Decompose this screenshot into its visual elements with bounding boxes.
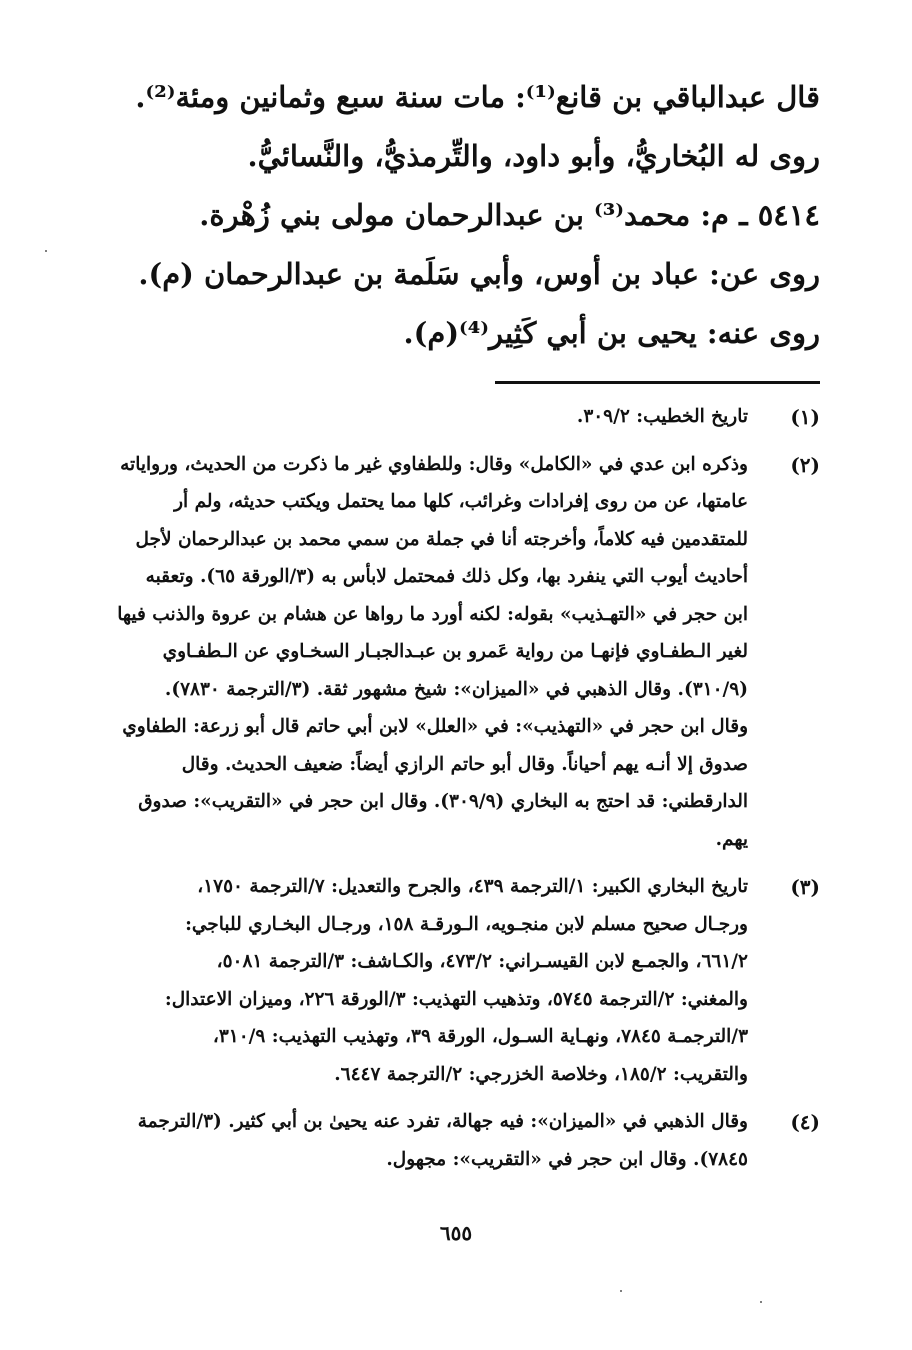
footnote-line: ٣/الترجمـة ٧٨٤٥، ونهـاية السـول، الورقة ٣٩، وتهذيب التهذيب: ٣١٠/٩، [212,1026,748,1047]
footnote-line: يهم. [715,828,748,850]
footnote-number: (١) [790,405,820,429]
footnote-line: ٧٨٤٥). وقال ابن حجر في «التقريب»: مجهول. [386,1148,748,1170]
footnote-line: والمغني: ٢/الترجمة ٥٧٤٥، وتذهيب التهذيب: ٣/الورقة ٢٢٦، وميزان الاعتدال: [164,988,748,1010]
footnote-divider [495,381,820,384]
footnote-line: تاريخ البخاري الكبير: ١/الترجمة ٤٣٩، والجرح والتعديل: ٧/الترجمة ١٧٥٠، [197,876,748,897]
footnote-line: عامتها، عن من روى إفرادات وغرائب، كلها مما يحتمل ويكتب حديثه، ولم أر [174,491,748,512]
footnote-4 [96,1103,820,1178]
main-line: روى له البُخاريُّ، وأبو داود، والتِّرمذيُّ، والنَّسائيُّ. [247,139,820,173]
footnote-line: وقال ابن حجر في «التهذيب»: في «العلل» لابن أبي حاتم قال أبو زرعة: الطفاوي [122,716,748,737]
footnote-line: ٦٦١/٢، والجمـع لابن القيسـراني: ٤٧٣/٢، والكـاشف: ٣/الترجمة ٥٠٨١، [216,951,748,972]
footnote-line: الدارقطني: قد احتج به البخاري (٣٠٩/٩). وقال ابن حجر في «التقريب»: صدوق [138,791,748,812]
footnote-line: صدوق إلا أنـه يهم أحياناً. وقال أبو حاتم الرازي أيضاً: ضعيف الحديث. وقال [181,753,748,775]
footnote-line: وذكره ابن عدي في «الكامل» وقال: وللطفاوي غير ما ذكرت من الحديث، ورواياته [120,453,748,475]
footnote-line: والتقريب: ١٨٥/٢، وخلاصة الخزرجي: ٢/الترجمة ٦٤٤٧. [334,1063,748,1085]
footnote-line: لغير الـطفـاوي فإنهـا من رواية عَمرو بن عبـدالجبـار السخـاوي عن الـطفـاوي [162,641,748,662]
footnote-2 [96,446,820,859]
main-text [96,68,820,363]
main-line: روى عنه: يحيى بن أبي كَثِير⁽⁴⁾(م). [403,316,820,350]
footnote-number: (٣) [790,875,820,899]
scan-speck [620,1290,622,1292]
footnote-line: تاريخ الخطيب: ٣٠٩/٢. [576,406,748,427]
scan-speck [45,250,47,252]
main-line: ٥٤١٤ ـ م: محمد⁽³⁾ بن عبدالرحمان مولى بني زُهْرة. [199,198,820,232]
footnote-line: ورجـال صحيح مسلم لابن منجـويه، الـورقـة ١٥٨، ورجـال البخـاري للباجي: [185,913,748,935]
footnote-line: (٣١٠/٩). وقال الذهبي في «الميزان»: شيخ مشهور ثقة. (٣/الترجمة ٧٨٣٠). [164,678,748,700]
main-line: قال عبدالباقي بن قانع⁽¹⁾: مات سنة سبع وثمانين ومئة⁽²⁾. [135,80,820,114]
footnote-number: (٤) [790,1110,820,1134]
footnote-line: وقال الذهبي في «الميزان»: فيه جهالة، تفرد عنه يحيىٰ بن أبي كثير. (٣/الترجمة [137,1111,748,1132]
footnote-number: (٢) [790,452,820,477]
footnotes [96,398,820,1188]
page-number: ٦٥٥ [439,1221,473,1245]
main-line: روى عن: عباد بن أوس، وأبي سَلَمة بن عبدالرحمان (م). [138,257,820,291]
footnote-line: ابن حجر في «التهـذيب» بقوله: لكنه أورد ما رواها عن هشام بن عروة والذنب فيها [117,603,748,625]
scan-speck [760,1301,762,1303]
footnote-1 [96,398,820,436]
footnote-line: أحاديث أيوب التي ينفرد بها، وكل ذلك فمحتمل لابأس به (٣/الورقة ٦٥). وتعقبه [145,566,748,587]
footnote-line: للمتقدمين فيه كلاماً، وأخرجته أنا في جملة من سمي محمد بن عبدالرحمان لأجل [135,528,748,550]
footnote-3 [96,868,820,1093]
